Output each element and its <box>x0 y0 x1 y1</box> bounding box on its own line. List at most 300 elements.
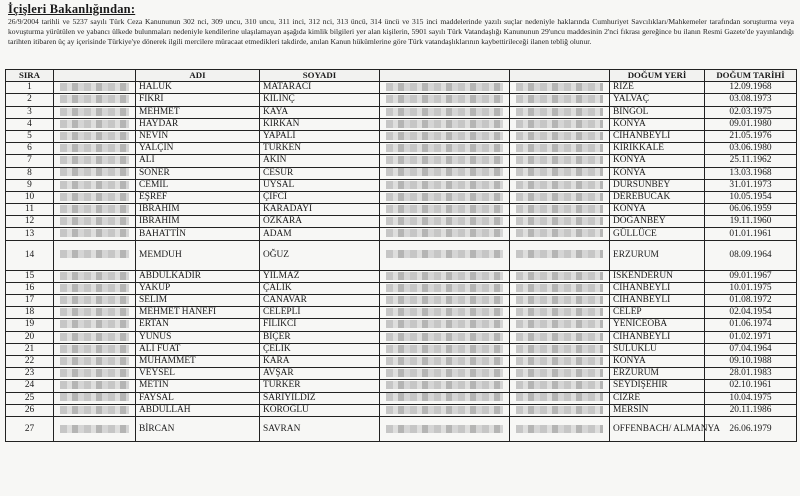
first-name: SELİM <box>136 295 260 307</box>
redacted-cell <box>510 307 610 319</box>
redaction-blur <box>516 193 603 201</box>
last-name: AVŞAR <box>260 368 380 380</box>
redacted-cell <box>54 343 136 355</box>
redacted-cell <box>54 282 136 294</box>
last-name: CANAVAR <box>260 295 380 307</box>
redaction-blur <box>386 205 503 213</box>
last-name: SARIYILDIZ <box>260 392 380 404</box>
first-name: YUNUS <box>136 331 260 343</box>
row-number: 23 <box>6 368 54 380</box>
table-row <box>6 130 797 142</box>
redaction-blur <box>60 83 129 91</box>
last-name: MATARACI <box>260 82 380 94</box>
table-row <box>6 216 797 228</box>
redacted-cell <box>380 416 510 441</box>
redaction-blur <box>60 393 129 401</box>
row-number: 24 <box>6 380 54 392</box>
table-row <box>6 240 797 270</box>
redacted-cell <box>54 270 136 282</box>
birth-date: 09.01.1967 <box>705 270 797 282</box>
redaction-blur <box>386 406 503 414</box>
redacted-cell <box>380 204 510 216</box>
last-name: FİLİKCİ <box>260 319 380 331</box>
birth-date: 01.01.1961 <box>705 228 797 240</box>
redaction-blur <box>516 144 603 152</box>
redaction-blur <box>516 132 603 140</box>
last-name: ÇALIK <box>260 282 380 294</box>
last-name: UYSAL <box>260 179 380 191</box>
redaction-blur <box>60 425 129 433</box>
redaction-blur <box>516 95 603 103</box>
redaction-blur <box>60 95 129 103</box>
redaction-blur <box>386 83 503 91</box>
redaction-blur <box>60 406 129 414</box>
redacted-cell <box>510 191 610 203</box>
table-row <box>6 295 797 307</box>
col-header-sira: SIRA <box>6 70 54 82</box>
redaction-blur <box>386 229 503 237</box>
redaction-blur <box>386 308 503 316</box>
redaction-blur <box>60 308 129 316</box>
table-row <box>6 355 797 367</box>
birth-place: OFFENBACH/ ALMANYA <box>610 416 705 441</box>
birth-place: DURSUNBEY <box>610 179 705 191</box>
birth-place: KONYA <box>610 155 705 167</box>
first-name: MUHAMMET <box>136 355 260 367</box>
birth-date: 06.06.1959 <box>705 204 797 216</box>
redaction-blur <box>516 156 603 164</box>
birth-place: CİHANBEYLİ <box>610 331 705 343</box>
redaction-blur <box>60 250 129 258</box>
table-row <box>6 204 797 216</box>
birth-place: CİZRE <box>610 392 705 404</box>
redaction-blur <box>386 144 503 152</box>
redacted-cell <box>54 130 136 142</box>
birth-place: SEYDİŞEHİR <box>610 380 705 392</box>
redaction-blur <box>516 272 603 280</box>
last-name: KIRKAN <box>260 118 380 130</box>
redaction-blur <box>386 369 503 377</box>
row-number: 4 <box>6 118 54 130</box>
redacted-cell <box>380 94 510 106</box>
redaction-blur <box>386 345 503 353</box>
redaction-blur <box>60 108 129 116</box>
birth-date: 10.05.1954 <box>705 191 797 203</box>
redaction-blur <box>386 132 503 140</box>
redacted-cell <box>380 404 510 416</box>
redaction-blur <box>516 205 603 213</box>
row-number: 5 <box>6 130 54 142</box>
redacted-cell <box>510 295 610 307</box>
birth-date: 01.08.1972 <box>705 295 797 307</box>
first-name: BİRCAN <box>136 416 260 441</box>
redaction-blur <box>516 120 603 128</box>
birth-place: GÜLLÜCE <box>610 228 705 240</box>
first-name: EŞREF <box>136 191 260 203</box>
redacted-cell <box>54 179 136 191</box>
redaction-blur <box>516 217 603 225</box>
redacted-cell <box>380 118 510 130</box>
birth-place: CİHANBEYLİ <box>610 295 705 307</box>
redacted-cell <box>510 167 610 179</box>
redacted-cell <box>54 216 136 228</box>
redacted-cell <box>54 404 136 416</box>
redacted-cell <box>380 270 510 282</box>
redaction-blur <box>60 369 129 377</box>
row-number: 10 <box>6 191 54 203</box>
redacted-cell <box>510 130 610 142</box>
redaction-blur <box>516 168 603 176</box>
row-number: 14 <box>6 240 54 270</box>
table-row <box>6 106 797 118</box>
first-name: SONER <box>136 167 260 179</box>
redacted-cell <box>380 82 510 94</box>
row-number: 15 <box>6 270 54 282</box>
redacted-cell <box>380 331 510 343</box>
first-name: VEYSEL <box>136 368 260 380</box>
redaction-blur <box>60 296 129 304</box>
redaction-blur <box>60 144 129 152</box>
row-number: 25 <box>6 392 54 404</box>
birth-place: KONYA <box>610 167 705 179</box>
birth-date: 25.11.1962 <box>705 155 797 167</box>
last-name: ÇELİK <box>260 343 380 355</box>
redaction-blur <box>60 381 129 389</box>
birth-date: 10.04.1975 <box>705 392 797 404</box>
redaction-blur <box>386 250 503 258</box>
birth-date: 12.09.1968 <box>705 82 797 94</box>
birth-place: RİZE <box>610 82 705 94</box>
redacted-cell <box>510 240 610 270</box>
last-name: BİÇER <box>260 331 380 343</box>
redaction-blur <box>386 425 503 433</box>
last-name: AKIN <box>260 155 380 167</box>
redacted-cell <box>380 295 510 307</box>
first-name: İBRAHİM <box>136 204 260 216</box>
last-name: KILINÇ <box>260 94 380 106</box>
last-name: OĞUZ <box>260 240 380 270</box>
table-row <box>6 118 797 130</box>
birth-place: DOĞANBEY <box>610 216 705 228</box>
first-name: BAHATTİN <box>136 228 260 240</box>
birth-date: 21.05.1976 <box>705 130 797 142</box>
redacted-cell <box>54 118 136 130</box>
redacted-cell <box>380 380 510 392</box>
table-row <box>6 368 797 380</box>
redaction-blur <box>516 333 603 341</box>
row-number: 27 <box>6 416 54 441</box>
citizen-list-table <box>5 69 797 442</box>
redaction-blur <box>60 229 129 237</box>
redacted-cell <box>54 368 136 380</box>
redacted-cell <box>380 191 510 203</box>
redacted-cell <box>510 368 610 380</box>
birth-place: ERZURUM <box>610 368 705 380</box>
redaction-blur <box>60 217 129 225</box>
redacted-cell <box>380 130 510 142</box>
redaction-blur <box>60 333 129 341</box>
redacted-cell <box>380 307 510 319</box>
redaction-blur <box>516 181 603 189</box>
redaction-blur <box>386 193 503 201</box>
table-row <box>6 155 797 167</box>
last-name: SAVRAN <box>260 416 380 441</box>
redacted-cell <box>510 143 610 155</box>
col-header-dogum-yeri: DOĞUM YERİ <box>610 70 705 82</box>
birth-date: 01.02.1971 <box>705 331 797 343</box>
row-number: 9 <box>6 179 54 191</box>
redacted-cell <box>54 191 136 203</box>
table-row <box>6 167 797 179</box>
table-row <box>6 143 797 155</box>
redacted-cell <box>54 240 136 270</box>
last-name: KAYA <box>260 106 380 118</box>
table-row <box>6 416 797 441</box>
redaction-blur <box>386 108 503 116</box>
redaction-blur <box>386 357 503 365</box>
table-row <box>6 404 797 416</box>
last-name: KARADAYI <box>260 204 380 216</box>
table-row <box>6 282 797 294</box>
redaction-blur <box>60 320 129 328</box>
redaction-blur <box>386 120 503 128</box>
col-header-redacted <box>380 70 510 82</box>
redaction-blur <box>60 205 129 213</box>
table-row <box>6 319 797 331</box>
redacted-cell <box>510 82 610 94</box>
intro-paragraph: 26/9/2004 tarihli ve 5237 sayılı Türk Ceza Kanununun 302 nci, 309 uncu, 310 uncu, 311 inci, 312 nci, 313 üncü, 314 üncü ve 315 inci maddelerinde yazılı suçlar nedeniyle haklarında Cumhuriyet Savcılıkları/Mahkemeler tarafından soruşturma veya kovuşturma yürütülen ve yabancı ülkede bulunmaları nedeniyle kendilerine ulaşılamayan aşağıda kimlik bilgileri yer alan kişilerin, 5901 sayılı Türk Vatandaşlığı Kanununun 29'uncu maddesinin 2'nci fıkrası gereğince bu ilanın Resmi Gazete'de yayınlandığı tarihten itibaren üç ay içerisinde Türkiye'ye dönerek ilgili mercilere müracaat etmedikleri takdirde, anılan Kanun hükümlerine göre Türk vatandaşlıklarının kaybettirileceği ilanen tebliğ olunur. <box>8 17 794 47</box>
last-name: TÜRKEN <box>260 143 380 155</box>
redacted-cell <box>54 416 136 441</box>
first-name: ABDULKADİR <box>136 270 260 282</box>
redacted-cell <box>510 355 610 367</box>
birth-date: 09.01.1980 <box>705 118 797 130</box>
redaction-blur <box>60 132 129 140</box>
first-name: FİKRİ <box>136 94 260 106</box>
redaction-blur <box>386 217 503 225</box>
redaction-blur <box>386 181 503 189</box>
birth-place: YALVAÇ <box>610 94 705 106</box>
redacted-cell <box>54 167 136 179</box>
redaction-blur <box>516 250 603 258</box>
redacted-cell <box>54 106 136 118</box>
redacted-cell <box>510 416 610 441</box>
table-row <box>6 343 797 355</box>
redaction-blur <box>516 320 603 328</box>
redaction-blur <box>60 156 129 164</box>
birth-place: MERSİN <box>610 404 705 416</box>
last-name: KARA <box>260 355 380 367</box>
row-number: 17 <box>6 295 54 307</box>
redacted-cell <box>380 319 510 331</box>
birth-date: 26.06.1979 <box>705 416 797 441</box>
col-header-adi: ADI <box>136 70 260 82</box>
redacted-cell <box>510 94 610 106</box>
birth-place: DEREBUCAK <box>610 191 705 203</box>
redacted-cell <box>380 355 510 367</box>
redacted-cell <box>510 392 610 404</box>
table-row <box>6 94 797 106</box>
first-name: ALİ FUAT <box>136 343 260 355</box>
redaction-blur <box>516 108 603 116</box>
redacted-cell <box>510 319 610 331</box>
row-number: 8 <box>6 167 54 179</box>
last-name: TÜRKER <box>260 380 380 392</box>
birth-date: 03.08.1973 <box>705 94 797 106</box>
redacted-cell <box>380 155 510 167</box>
row-number: 21 <box>6 343 54 355</box>
birth-date: 13.03.1968 <box>705 167 797 179</box>
redaction-blur <box>60 168 129 176</box>
redacted-cell <box>54 204 136 216</box>
table-row <box>6 392 797 404</box>
redacted-cell <box>510 380 610 392</box>
redacted-cell <box>380 392 510 404</box>
redacted-cell <box>510 204 610 216</box>
redacted-cell <box>54 319 136 331</box>
table-row <box>6 380 797 392</box>
first-name: ERTAN <box>136 319 260 331</box>
redaction-blur <box>516 357 603 365</box>
redacted-cell <box>54 295 136 307</box>
redacted-cell <box>54 355 136 367</box>
first-name: YALÇIN <box>136 143 260 155</box>
birth-place: SÜLÜKLÜ <box>610 343 705 355</box>
redaction-blur <box>60 120 129 128</box>
redacted-cell <box>380 343 510 355</box>
redaction-blur <box>386 156 503 164</box>
redaction-blur <box>60 181 129 189</box>
birth-place: BİNGÖL <box>610 106 705 118</box>
col-header-dogum-tarihi: DOĞUM TARİHİ <box>705 70 797 82</box>
birth-date: 28.01.1983 <box>705 368 797 380</box>
redacted-cell <box>380 143 510 155</box>
redaction-blur <box>516 381 603 389</box>
redaction-blur <box>386 95 503 103</box>
first-name: MEHMET HANEFİ <box>136 307 260 319</box>
redacted-cell <box>510 106 610 118</box>
table-row <box>6 82 797 94</box>
row-number: 2 <box>6 94 54 106</box>
redacted-cell <box>510 118 610 130</box>
redaction-blur <box>386 284 503 292</box>
first-name: YAKUP <box>136 282 260 294</box>
page-title: İçişleri Bakanlığından: <box>8 2 136 16</box>
redacted-cell <box>54 82 136 94</box>
first-name: ALİ <box>136 155 260 167</box>
redaction-blur <box>516 83 603 91</box>
table-row <box>6 307 797 319</box>
birth-place: ERZURUM <box>610 240 705 270</box>
row-number: 16 <box>6 282 54 294</box>
birth-date: 20.11.1986 <box>705 404 797 416</box>
birth-place: İSKENDERUN <box>610 270 705 282</box>
first-name: FAYSAL <box>136 392 260 404</box>
last-name: KÖROĞLU <box>260 404 380 416</box>
birth-place: CİHANBEYLİ <box>610 282 705 294</box>
birth-place: KONYA <box>610 355 705 367</box>
redacted-cell <box>510 228 610 240</box>
table-row <box>6 270 797 282</box>
row-number: 1 <box>6 82 54 94</box>
redacted-cell <box>54 143 136 155</box>
birth-date: 07.04.1964 <box>705 343 797 355</box>
birth-place: CELEP <box>610 307 705 319</box>
redacted-cell <box>510 270 610 282</box>
last-name: ÖZKARA <box>260 216 380 228</box>
redaction-blur <box>60 345 129 353</box>
redaction-blur <box>386 333 503 341</box>
last-name: CESUR <box>260 167 380 179</box>
redaction-blur <box>386 320 503 328</box>
last-name: CELEPLİ <box>260 307 380 319</box>
row-number: 13 <box>6 228 54 240</box>
redacted-cell <box>54 155 136 167</box>
col-header-redacted <box>54 70 136 82</box>
table-row <box>6 179 797 191</box>
redacted-cell <box>380 228 510 240</box>
redaction-blur <box>516 296 603 304</box>
redaction-blur <box>60 357 129 365</box>
row-number: 3 <box>6 106 54 118</box>
redacted-cell <box>510 343 610 355</box>
redacted-cell <box>380 240 510 270</box>
birth-date: 19.11.1960 <box>705 216 797 228</box>
redaction-blur <box>386 168 503 176</box>
redaction-blur <box>516 229 603 237</box>
row-number: 12 <box>6 216 54 228</box>
birth-place: CİHANBEYLİ <box>610 130 705 142</box>
birth-place: KONYA <box>610 118 705 130</box>
redacted-cell <box>510 216 610 228</box>
redacted-cell <box>510 179 610 191</box>
redaction-blur <box>60 272 129 280</box>
last-name: ADAM <box>260 228 380 240</box>
redaction-blur <box>516 345 603 353</box>
redacted-cell <box>54 392 136 404</box>
last-name: YAPALI <box>260 130 380 142</box>
first-name: İBRAHİM <box>136 216 260 228</box>
col-header-redacted <box>510 70 610 82</box>
first-name: CEMİL <box>136 179 260 191</box>
redacted-cell <box>380 179 510 191</box>
last-name: YILMAZ <box>260 270 380 282</box>
birth-place: YENİCEOBA <box>610 319 705 331</box>
table-row <box>6 331 797 343</box>
birth-place: KIRIKKALE <box>610 143 705 155</box>
first-name: HAYDAR <box>136 118 260 130</box>
birth-date: 01.06.1974 <box>705 319 797 331</box>
first-name: MEHMET <box>136 106 260 118</box>
birth-date: 08.09.1964 <box>705 240 797 270</box>
redaction-blur <box>386 381 503 389</box>
row-number: 18 <box>6 307 54 319</box>
redacted-cell <box>510 155 610 167</box>
redacted-cell <box>54 380 136 392</box>
birth-date: 31.01.1973 <box>705 179 797 191</box>
first-name: MEMDUH <box>136 240 260 270</box>
redaction-blur <box>386 393 503 401</box>
redacted-cell <box>54 307 136 319</box>
row-number: 22 <box>6 355 54 367</box>
redacted-cell <box>54 94 136 106</box>
birth-place: KONYA <box>610 204 705 216</box>
redaction-blur <box>60 193 129 201</box>
redaction-blur <box>60 284 129 292</box>
first-name: NEVİN <box>136 130 260 142</box>
redacted-cell <box>510 404 610 416</box>
row-number: 19 <box>6 319 54 331</box>
